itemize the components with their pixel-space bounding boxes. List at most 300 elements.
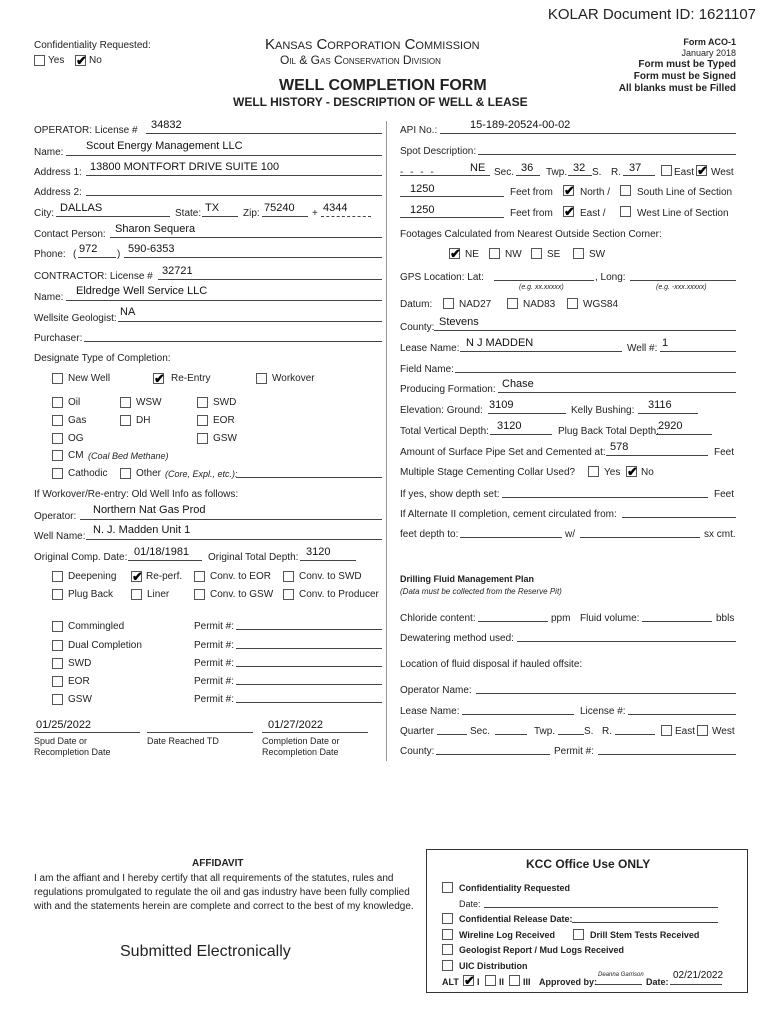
zip-label: Zip: bbox=[243, 208, 260, 219]
designate-label: Designate Type of Completion: bbox=[34, 353, 171, 364]
commingled-checkbox[interactable] bbox=[52, 621, 63, 632]
twp-line bbox=[568, 175, 592, 176]
city-line bbox=[56, 216, 170, 217]
disposal-twp-label: Twp. bbox=[534, 726, 556, 737]
confidential-yes-checkbox[interactable] bbox=[34, 55, 45, 66]
sx-cmt-label: sx cmt. bbox=[704, 529, 736, 540]
spud-date-value[interactable]: 01/25/2022 bbox=[36, 719, 92, 731]
nw-checkbox[interactable] bbox=[489, 248, 500, 259]
sw-checkbox[interactable] bbox=[573, 248, 584, 259]
approver-line bbox=[596, 984, 642, 985]
swd-checkbox[interactable] bbox=[197, 397, 208, 408]
purchaser-line bbox=[84, 341, 382, 342]
ne-label: NE bbox=[465, 249, 479, 260]
cm-note: (Coal Bed Methane) bbox=[88, 451, 169, 461]
multistage-yes-label: Yes bbox=[604, 467, 621, 478]
deepening-checkbox[interactable] bbox=[52, 571, 63, 582]
alt-ii-label: II bbox=[499, 977, 505, 987]
affidavit-line-2: regulations promulgated to regulate the oil and gas industry have been fully complied bbox=[34, 887, 410, 898]
dewatering-label: Dewatering method used: bbox=[400, 633, 514, 644]
oil-checkbox[interactable] bbox=[52, 397, 63, 408]
disposal-west-label: West bbox=[712, 726, 735, 737]
ppm-label: ppm bbox=[551, 613, 571, 624]
nad27-label: NAD27 bbox=[459, 299, 492, 310]
affidavit-line-3: with and the statements herein are complete and correct to the best of my knowledge. bbox=[34, 901, 414, 912]
spot-quarters: - - - - bbox=[400, 167, 436, 178]
disposal-permit-label: Permit #: bbox=[554, 746, 595, 757]
kcc-confidentiality-checkbox[interactable] bbox=[442, 882, 453, 893]
gps-lat-label: GPS Location: Lat: bbox=[400, 272, 484, 283]
pbtd-label: Plug Back Total Depth: bbox=[558, 426, 659, 437]
r-line bbox=[623, 175, 655, 176]
multistage-no-label: No bbox=[641, 467, 654, 478]
oil-label: Oil bbox=[68, 397, 81, 408]
old-wellname-value[interactable]: N. J. Madden Unit 1 bbox=[93, 524, 191, 536]
address1-label: Address 1: bbox=[34, 167, 82, 178]
twp-value[interactable]: 32 bbox=[573, 162, 586, 174]
gps-long-label: , Long: bbox=[595, 272, 626, 283]
disposal-r-line bbox=[615, 734, 655, 735]
kcc-box-title: KCC Office Use ONLY bbox=[526, 857, 651, 871]
well-number-label: Well #: bbox=[627, 343, 658, 354]
eor-label: EOR bbox=[213, 415, 235, 426]
conv-gsw-checkbox[interactable] bbox=[194, 589, 205, 600]
disposal-county-label: County: bbox=[400, 746, 435, 757]
confidentiality-label: Confidentiality Requested: bbox=[34, 40, 151, 51]
multistage-label: Multiple Stage Cementing Collar Used? bbox=[400, 467, 576, 478]
permit-label: Permit #: bbox=[194, 676, 235, 687]
approved-date-label: Date: bbox=[646, 977, 669, 987]
gsw-checkbox[interactable] bbox=[197, 433, 208, 444]
re-entry-label: Re-Entry bbox=[171, 373, 211, 384]
formation-line bbox=[498, 392, 736, 393]
api-line bbox=[440, 133, 736, 134]
west-label: West bbox=[711, 167, 734, 178]
gps-lat-line bbox=[494, 280, 594, 281]
bbls-label: bbls bbox=[716, 613, 735, 624]
permit-line bbox=[236, 666, 382, 667]
form-subtitle: WELL HISTORY - DESCRIPTION OF WELL & LEASE bbox=[233, 95, 528, 109]
lease-name-value[interactable]: N J MADDEN bbox=[466, 337, 534, 349]
r-label: R. bbox=[611, 167, 621, 178]
se-checkbox[interactable] bbox=[531, 248, 542, 259]
depth-set-line bbox=[502, 497, 708, 498]
operator-license-value[interactable]: 34832 bbox=[151, 119, 182, 131]
dfmp-note: (Data must be collected from the Reserve Pit) bbox=[400, 587, 562, 596]
feet-depth-label: feet depth to: bbox=[400, 529, 459, 540]
conv-swd-label: Conv. to SWD bbox=[299, 571, 362, 582]
gps-long-line bbox=[630, 280, 736, 281]
w-label: w/ bbox=[565, 529, 575, 540]
feet-ew-line bbox=[400, 217, 504, 218]
spud-label-1: Spud Date or bbox=[34, 736, 88, 746]
feet-from-label: Feet from bbox=[510, 208, 553, 219]
column-divider bbox=[386, 121, 387, 761]
spud-date-line bbox=[34, 732, 140, 733]
kcc-release-checkbox[interactable] bbox=[442, 913, 453, 924]
commingled-label: Commingled bbox=[68, 621, 125, 632]
long-example: (e.g. -xxx.xxxxx) bbox=[656, 284, 707, 291]
alt2-line bbox=[622, 517, 736, 518]
multistage-yes-checkbox[interactable] bbox=[588, 466, 599, 477]
completion-date-value[interactable]: 01/27/2022 bbox=[268, 719, 324, 731]
cm-checkbox[interactable] bbox=[52, 450, 63, 461]
cm-label: CM bbox=[68, 450, 84, 461]
swd-permit-checkbox[interactable] bbox=[52, 658, 63, 669]
dh-label: DH bbox=[136, 415, 151, 426]
contact-label: Contact Person: bbox=[34, 229, 106, 240]
geologist-report-checkbox[interactable] bbox=[442, 944, 453, 955]
swd-label: SWD bbox=[213, 397, 237, 408]
kelly-line bbox=[638, 413, 698, 414]
surface-pipe-label: Amount of Surface Pipe Set and Cemented at: bbox=[400, 447, 606, 458]
eor-checkbox[interactable] bbox=[197, 415, 208, 426]
disposal-lease-label: Lease Name: bbox=[400, 706, 460, 717]
feet-depth-line bbox=[460, 537, 562, 538]
west-line-checkbox[interactable] bbox=[620, 206, 631, 217]
phone-open-paren: ( bbox=[73, 249, 77, 260]
permit-line bbox=[236, 702, 382, 703]
lease-name-label: Lease Name: bbox=[400, 343, 460, 354]
lat-example: (e.g. xx.xxxxx) bbox=[519, 284, 564, 291]
workover-checkbox[interactable] bbox=[256, 373, 267, 384]
r-value[interactable]: 37 bbox=[629, 162, 642, 174]
gsw-label: GSW bbox=[213, 433, 237, 444]
phone-line bbox=[124, 257, 382, 258]
name-label: Name: bbox=[34, 147, 64, 158]
zip-line bbox=[262, 216, 308, 217]
contractor-name-label: Name: bbox=[34, 292, 64, 303]
dh-checkbox[interactable] bbox=[120, 415, 131, 426]
kelly-value[interactable]: 3116 bbox=[648, 399, 672, 411]
wsw-checkbox[interactable] bbox=[120, 397, 131, 408]
dst-label: Drill Stem Tests Received bbox=[590, 930, 700, 940]
feet-ew-value[interactable]: 1250 bbox=[410, 204, 435, 216]
dfmp-title: Drilling Fluid Management Plan bbox=[400, 574, 535, 584]
completion-label-2: Recompletion Date bbox=[262, 747, 339, 757]
permit-label: Permit #: bbox=[194, 640, 235, 651]
dual-completion-checkbox[interactable] bbox=[52, 640, 63, 651]
wsw-label: WSW bbox=[136, 397, 162, 408]
phone-number-value[interactable]: 590-6353 bbox=[128, 243, 175, 255]
phone-area-line bbox=[78, 257, 116, 258]
workover-label: Workover bbox=[272, 373, 315, 384]
og-label: OG bbox=[68, 433, 84, 444]
kcc-subtitle: Oil & Gas Conservation Division bbox=[280, 53, 441, 67]
nad27-checkbox[interactable] bbox=[443, 298, 454, 309]
cathodic-label: Cathodic bbox=[68, 468, 108, 479]
alt-i-label: I bbox=[477, 977, 480, 987]
formation-value[interactable]: Chase bbox=[502, 378, 534, 390]
zip4-value[interactable]: 4344 bbox=[323, 202, 348, 214]
south-checkbox[interactable] bbox=[620, 185, 631, 196]
spot-line bbox=[478, 154, 736, 155]
gsw-permit-checkbox[interactable] bbox=[52, 694, 63, 705]
eor-permit-checkbox[interactable] bbox=[52, 676, 63, 687]
og-checkbox[interactable] bbox=[52, 433, 63, 444]
conv-eor-label: Conv. to EOR bbox=[210, 571, 271, 582]
operator-name-value[interactable]: Scout Energy Management LLC bbox=[86, 140, 243, 152]
footages-label: Footages Calculated from Nearest Outside Section Corner: bbox=[400, 229, 662, 240]
sx-line bbox=[580, 537, 700, 538]
liner-label: Liner bbox=[147, 589, 170, 600]
approver-signature: Deanna Garrison bbox=[598, 972, 644, 978]
alt-label: ALT bbox=[442, 977, 459, 987]
datum-label: Datum: bbox=[400, 299, 433, 310]
well-number-line bbox=[660, 351, 736, 352]
form-signed-note: Form must be Signed bbox=[633, 71, 736, 82]
permit-line bbox=[236, 648, 382, 649]
permit-line bbox=[236, 684, 382, 685]
conv-gsw-label: Conv. to GSW bbox=[210, 589, 274, 600]
alt-ii-checkbox[interactable] bbox=[485, 975, 496, 986]
disposal-permit-line bbox=[598, 754, 736, 755]
west-line-label: West Line of Section bbox=[637, 208, 729, 219]
deepening-label: Deepening bbox=[68, 571, 117, 582]
conv-producer-checkbox[interactable] bbox=[283, 589, 294, 600]
submitted-electronically: Submitted Electronically bbox=[120, 943, 291, 960]
disposal-r-label: R. bbox=[602, 726, 612, 737]
approved-by-label: Approved by: bbox=[539, 977, 598, 987]
address2-line bbox=[86, 195, 382, 196]
gas-checkbox[interactable] bbox=[52, 415, 63, 426]
purchaser-label: Purchaser: bbox=[34, 333, 83, 344]
orig-comp-line bbox=[128, 560, 202, 561]
confidential-no-label: No bbox=[89, 55, 102, 66]
api-value[interactable]: 15-189-20524-00-02 bbox=[470, 119, 571, 131]
gsw-permit-label: GSW bbox=[68, 694, 92, 705]
sec-label: Sec. bbox=[494, 167, 515, 178]
contact-line bbox=[110, 237, 382, 238]
affidavit-line-1: I am the affiant and I hereby certify that all requirements of the statutes, rules and bbox=[34, 873, 394, 884]
dst-checkbox[interactable] bbox=[573, 929, 584, 940]
feet-ns-value[interactable]: 1250 bbox=[410, 183, 435, 195]
disposal-sec-label: Sec. bbox=[470, 726, 491, 737]
zip-plus: + bbox=[312, 208, 318, 219]
checkmark-icon: ✔ bbox=[697, 163, 708, 178]
fluid-disposal-label: Location of fluid disposal if hauled offsite: bbox=[400, 659, 583, 670]
operator-license-label: OPERATOR: License # bbox=[34, 125, 138, 136]
disposal-operator-line bbox=[476, 693, 736, 694]
tvd-value[interactable]: 3120 bbox=[497, 420, 522, 432]
address2-label: Address 2: bbox=[34, 187, 82, 198]
elevation-label: Elevation: Ground: bbox=[400, 405, 483, 416]
old-operator-value[interactable]: Northern Nat Gas Prod bbox=[93, 504, 206, 516]
kelly-label: Kelly Bushing: bbox=[571, 405, 635, 416]
dewatering-line bbox=[517, 641, 736, 642]
uic-label: UIC Distribution bbox=[459, 961, 528, 971]
old-operator-label: Operator: bbox=[34, 511, 77, 522]
plug-back-label: Plug Back bbox=[68, 589, 114, 600]
county-label: County: bbox=[400, 322, 435, 333]
surface-pipe-line bbox=[606, 455, 708, 456]
name-line bbox=[66, 155, 382, 156]
alt2-label: If Alternate II completion, cement circulated from: bbox=[400, 509, 617, 520]
sec-value[interactable]: 36 bbox=[521, 162, 534, 174]
alt-iii-label: III bbox=[523, 977, 531, 987]
orig-depth-label: Original Total Depth: bbox=[208, 552, 299, 563]
other-line bbox=[236, 477, 382, 478]
feet-ns-line bbox=[400, 196, 504, 197]
wgs84-label: WGS84 bbox=[583, 299, 619, 310]
other-checkbox[interactable] bbox=[120, 468, 131, 479]
permit-label: Permit #: bbox=[194, 694, 235, 705]
td-label: Date Reached TD bbox=[147, 736, 219, 746]
geologist-label: Wellsite Geologist: bbox=[34, 313, 117, 324]
depth-set-label: If yes, show depth set: bbox=[400, 489, 500, 500]
workover-info-label: If Workover/Re-entry: Old Well Info as follows: bbox=[34, 489, 239, 500]
chloride-label: Chloride content: bbox=[400, 613, 476, 624]
gas-label: Gas bbox=[68, 415, 87, 426]
form-blanks-note: All blanks must be Filled bbox=[618, 83, 736, 94]
contractor-name-value[interactable]: Eldredge Well Service LLC bbox=[76, 285, 208, 297]
pbtd-value[interactable]: 2920 bbox=[658, 420, 683, 432]
east-checkbox[interactable] bbox=[661, 165, 672, 176]
feet-from-label: Feet from bbox=[510, 187, 553, 198]
kcc-title: Kansas Corporation Commission bbox=[265, 36, 480, 53]
cathodic-checkbox[interactable] bbox=[52, 468, 63, 479]
disposal-twp-line bbox=[558, 734, 584, 735]
checkmark-icon: ✔ bbox=[76, 53, 87, 68]
disposal-county-line bbox=[436, 754, 550, 755]
east-label: East bbox=[674, 167, 695, 178]
south-line-label: South Line of Section bbox=[637, 187, 733, 198]
liner-checkbox[interactable] bbox=[131, 589, 142, 600]
plug-back-checkbox[interactable] bbox=[52, 589, 63, 600]
contact-value[interactable]: Sharon Sequera bbox=[115, 223, 196, 235]
orig-comp-label: Original Comp. Date: bbox=[34, 552, 128, 563]
sec-line bbox=[516, 175, 540, 176]
checkmark-icon: ✔ bbox=[450, 246, 461, 261]
field-name-label: Field Name: bbox=[400, 364, 454, 375]
formation-label: Producing Formation: bbox=[400, 384, 496, 395]
re-perf-label: Re-perf. bbox=[146, 571, 183, 582]
document-id: KOLAR Document ID: 1621107 bbox=[547, 6, 756, 23]
checkmark-icon: ✔ bbox=[464, 973, 475, 988]
td-date-line bbox=[147, 732, 253, 733]
spot-ne-value[interactable]: NE bbox=[470, 162, 486, 174]
state-line bbox=[202, 216, 238, 217]
county-value[interactable]: Stevens bbox=[439, 316, 479, 328]
checkmark-icon: ✔ bbox=[627, 464, 638, 479]
checkmark-icon: ✔ bbox=[564, 183, 575, 198]
east-line-label: East / bbox=[580, 208, 606, 219]
disposal-east-checkbox[interactable] bbox=[661, 725, 672, 736]
quarter-line bbox=[437, 734, 467, 735]
form-code: Form ACO-1 bbox=[683, 37, 736, 47]
checkmark-icon: ✔ bbox=[154, 371, 165, 386]
phone-area-value[interactable]: 972 bbox=[79, 243, 98, 255]
conv-swd-checkbox[interactable] bbox=[283, 571, 294, 582]
disposal-lease-line bbox=[462, 714, 574, 715]
county-line bbox=[434, 330, 736, 331]
contractor-name-line bbox=[66, 300, 382, 301]
depth-set-feet-label: Feet bbox=[714, 489, 735, 500]
orig-depth-line bbox=[300, 560, 356, 561]
conv-eor-checkbox[interactable] bbox=[194, 571, 205, 582]
wgs84-checkbox[interactable] bbox=[567, 298, 578, 309]
kcc-confidentiality-label: Confidentiality Requested bbox=[459, 883, 571, 893]
other-label: Other bbox=[136, 468, 162, 479]
contractor-license-line bbox=[158, 279, 382, 280]
geologist-line bbox=[118, 321, 382, 322]
lease-name-line bbox=[460, 351, 622, 352]
eor-permit-label: EOR bbox=[68, 676, 90, 687]
se-label: SE bbox=[547, 249, 561, 260]
tvd-label: Total Vertical Depth: bbox=[400, 426, 489, 437]
disposal-license-line bbox=[628, 714, 736, 715]
elevation-line bbox=[488, 413, 566, 414]
conv-producer-label: Conv. to Producer bbox=[299, 589, 379, 600]
form-title: WELL COMPLETION FORM bbox=[279, 77, 487, 94]
dual-completion-label: Dual Completion bbox=[68, 640, 142, 651]
s-label: S. bbox=[592, 167, 602, 178]
orig-comp-value[interactable]: 01/18/1981 bbox=[134, 546, 190, 558]
permit-label: Permit #: bbox=[194, 621, 235, 632]
geologist-value[interactable]: NA bbox=[120, 306, 136, 318]
completion-label-1: Completion Date or bbox=[262, 736, 340, 746]
wireline-checkbox[interactable] bbox=[442, 929, 453, 940]
checkmark-icon: ✔ bbox=[132, 569, 143, 584]
well-number-value[interactable]: 1 bbox=[662, 337, 669, 349]
north-label: North / bbox=[580, 187, 611, 198]
operator-license-line bbox=[146, 133, 382, 134]
approved-date-value[interactable]: 02/21/2022 bbox=[673, 970, 724, 981]
state-label: State: bbox=[175, 208, 202, 219]
old-operator-line bbox=[80, 519, 382, 520]
disposal-east-label: East bbox=[675, 726, 696, 737]
elevation-value[interactable]: 3109 bbox=[489, 399, 514, 411]
disposal-sec-line bbox=[495, 734, 527, 735]
new-well-checkbox[interactable] bbox=[52, 373, 63, 384]
city-label: City: bbox=[34, 208, 54, 219]
swd-permit-label: SWD bbox=[68, 658, 92, 669]
address1-line bbox=[86, 175, 382, 176]
wireline-label: Wireline Log Received bbox=[459, 930, 555, 940]
zip4-line bbox=[321, 216, 371, 217]
contractor-license-value[interactable]: 32721 bbox=[162, 265, 193, 277]
address1-value[interactable]: 13800 MONTFORT DRIVE SUITE 100 bbox=[90, 161, 280, 173]
permit-label: Permit #: bbox=[194, 658, 235, 669]
disposal-license-label: License #: bbox=[580, 706, 626, 717]
zip-value[interactable]: 75240 bbox=[264, 202, 295, 214]
disposal-west-checkbox[interactable] bbox=[697, 725, 708, 736]
new-well-label: New Well bbox=[68, 373, 111, 384]
orig-depth-value[interactable]: 3120 bbox=[306, 546, 331, 558]
spud-label-2: Recompletion Date bbox=[34, 747, 111, 757]
form-date: January 2018 bbox=[681, 48, 736, 58]
chloride-line bbox=[478, 621, 548, 622]
alt-iii-checkbox[interactable] bbox=[509, 975, 520, 986]
twp-label: Twp. bbox=[546, 167, 568, 178]
uic-checkbox[interactable] bbox=[442, 960, 453, 971]
nad83-checkbox[interactable] bbox=[507, 298, 518, 309]
surface-pipe-value[interactable]: 578 bbox=[610, 441, 629, 453]
spot-quarters-line bbox=[400, 175, 490, 176]
old-wellname-label: Well Name: bbox=[34, 531, 86, 542]
confidential-yes-label: Yes bbox=[48, 55, 65, 66]
pbtd-line bbox=[656, 434, 712, 435]
quarter-label: Quarter bbox=[400, 726, 434, 737]
state-value[interactable]: TX bbox=[205, 202, 220, 214]
other-note: (Core, Expl., etc.): bbox=[165, 469, 238, 479]
completion-date-line bbox=[262, 732, 368, 733]
phone-close-paren: ) bbox=[117, 249, 121, 260]
city-value[interactable]: DALLAS bbox=[60, 202, 103, 214]
nad83-label: NAD83 bbox=[523, 299, 556, 310]
spot-label: Spot Description: bbox=[400, 146, 477, 157]
contractor-license-label: CONTRACTOR: License # bbox=[34, 271, 153, 282]
